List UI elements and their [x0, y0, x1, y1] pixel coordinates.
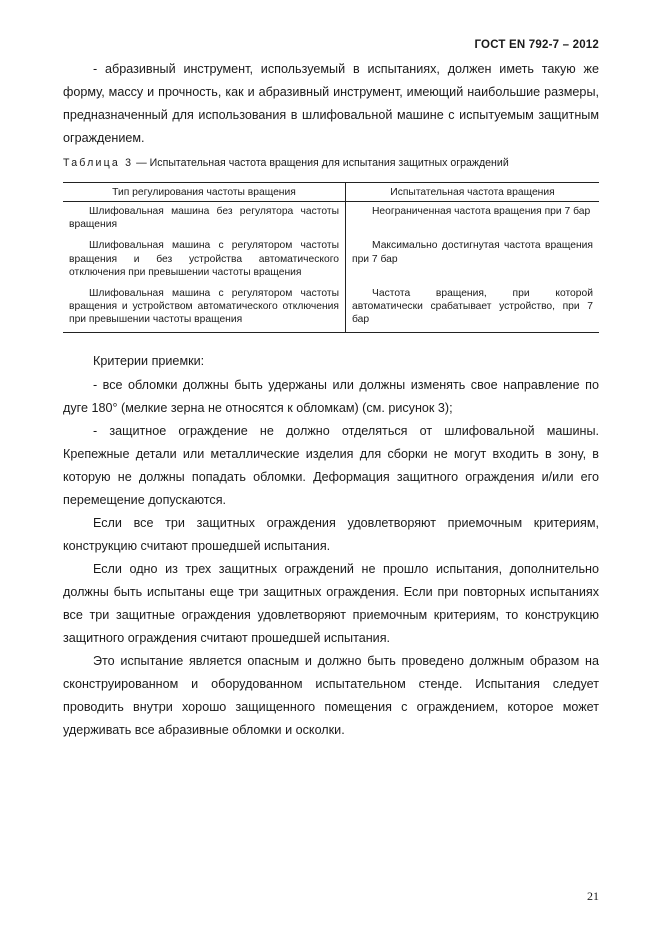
- table-title: Испытательная частота вращения для испытания защитных ограждений: [149, 157, 509, 169]
- table-caption-dash: —: [136, 157, 147, 169]
- cell-text: Шлифовальная машина с регулятором частоты вращения и устройством автоматического отключения при превышении частоты вращения: [69, 288, 339, 326]
- table-cell: [63, 202, 346, 237]
- cell-text: Шлифовальная машина без регулятора частоты вращения: [69, 206, 339, 231]
- table-row: [63, 202, 599, 237]
- column-header-test-speed: Испытательная частота вращения: [346, 183, 600, 202]
- cell-text: Частота вращения, при которой автоматически срабатывает устройство, при 7 бар: [352, 288, 593, 326]
- intro-paragraph: - абразивный инструмент, используемый в испытаниях, должен иметь такую же форму, массу и прочность, как и абразивный инструмент, имеющий наибольшие размеры, предназначенный для использования в шлифовальной машине с испытуемым защитным ограждением.: [63, 62, 599, 145]
- document-code-header: ГОСТ EN 792-7 – 2012: [474, 39, 599, 51]
- table-caption: [63, 157, 603, 169]
- body-paragraph: Если одно из трех защитных ограждений не прошло испытания, дополнительно должны быть испытаны еще три защитных ограждения. Если при повторных испытаниях все три защитные ограждения удовлетворяют приемочным критериям, то конструкцию защитного ограждения считают прошедшей испытания.: [63, 562, 599, 645]
- cell-text: Максимально достигнутая частота вращения при 7 бар: [352, 240, 593, 265]
- column-header-regulation-type: Тип регулирования частоты вращения: [63, 183, 346, 202]
- table-cell: [346, 284, 600, 332]
- criteria-item: - все обломки должны быть удержаны или должны изменять свое направление по дуге 180° (мелкие зерна не относятся к обломкам) (см. рисунок 3);: [63, 378, 599, 415]
- table-header-row: [63, 183, 599, 202]
- table-cell: [346, 236, 600, 284]
- table-row: [63, 284, 599, 332]
- criteria-item: - защитное ограждение не должно отделяться от шлифовальной машины. Крепежные детали или металлические изделия для сборки не могут входить в зону, в которую не должны попадать обломки. Деформация защитного ограждения и/или его перемещение допускаются.: [63, 424, 599, 507]
- table-cell: [63, 284, 346, 332]
- body-paragraph: Если все три защитных ограждения удовлетворяют приемочным критериям, конструкцию считают прошедшей испытания.: [63, 516, 599, 553]
- cell-text: Шлифовальная машина с регулятором частоты вращения и без устройства автоматического отключения при превышении частоты вращения: [69, 240, 339, 278]
- rotation-speed-table: [63, 182, 599, 333]
- body-paragraph: Это испытание является опасным и должно быть проведено должным образом на сконструированном и оборудованном испытательном стенде. Испытания следует проводить внутри хорошо защищенного помещения с ограждением, которое может удерживать все абразивные обломки и осколки.: [63, 654, 599, 737]
- table-cell: [346, 202, 600, 237]
- page-number: 21: [587, 889, 599, 903]
- table-row: [63, 236, 599, 284]
- table-cell: [63, 236, 346, 284]
- criteria-heading: Критерии приемки:: [93, 354, 205, 368]
- cell-text: Неограниченная частота вращения при 7 бар: [372, 206, 591, 217]
- table-label: Таблица 3: [63, 157, 134, 169]
